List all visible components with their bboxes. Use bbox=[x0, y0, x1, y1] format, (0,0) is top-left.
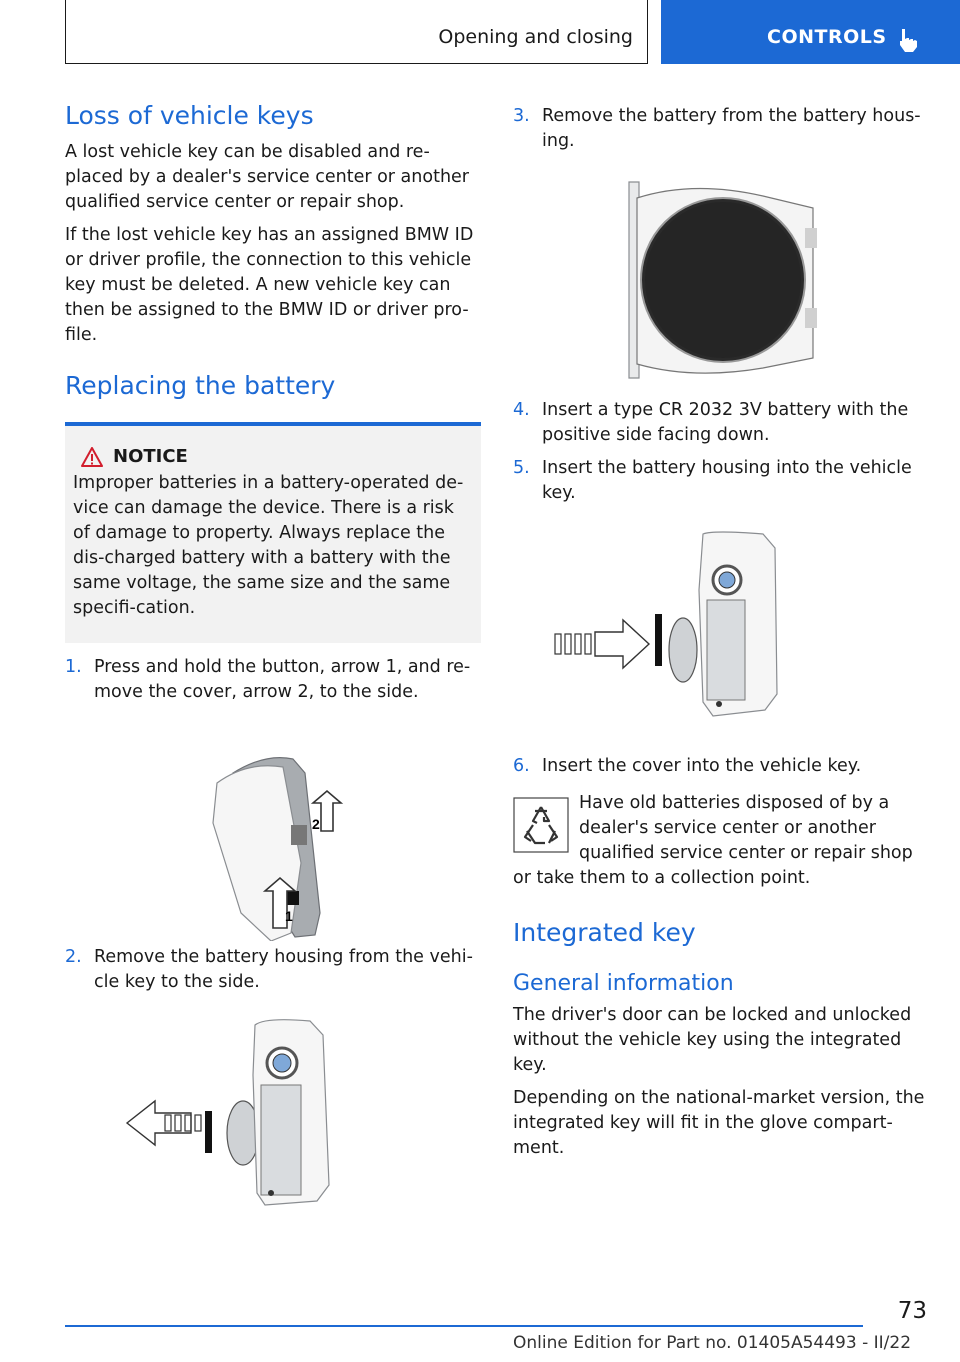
step-number: 5. bbox=[513, 458, 530, 478]
figure-battery-removal bbox=[513, 168, 928, 388]
arrow-2-label: 2 bbox=[312, 816, 320, 832]
recycle-text-tail: or take them to a collection point. bbox=[513, 868, 811, 888]
step-number: 6. bbox=[513, 756, 530, 776]
integrated-key-heading: Integrated key bbox=[513, 918, 696, 947]
page-number: 73 bbox=[897, 1298, 927, 1324]
arrow-1-label: 1 bbox=[285, 908, 293, 924]
step-5 bbox=[513, 456, 928, 506]
general-information-heading: General information bbox=[513, 971, 734, 996]
figure-insert-housing bbox=[513, 530, 928, 730]
header-section-title: Opening and closing bbox=[438, 26, 633, 48]
step-4 bbox=[513, 398, 928, 448]
step-number: 3. bbox=[513, 106, 530, 126]
right-column bbox=[513, 96, 928, 1161]
step-text: Press and hold the button, arrow 1, and re-move the cover, arrow 2, to the side. bbox=[94, 657, 471, 702]
figure-remove-cover bbox=[65, 713, 481, 941]
notice-header bbox=[73, 446, 473, 467]
step-text: Insert a type CR 2032 3V battery with the positive side facing down. bbox=[542, 400, 909, 445]
step-6 bbox=[513, 754, 928, 779]
general-paragraph-2: Depending on the national-market version, the integrated key will fit in the glove compart-ment. bbox=[513, 1088, 925, 1158]
footer-rule bbox=[65, 1325, 863, 1327]
step-text: Remove the battery from the battery hous-ing. bbox=[542, 106, 921, 151]
step-number: 2. bbox=[65, 947, 82, 967]
left-column bbox=[65, 96, 481, 1211]
step-text: Insert the battery housing into the vehicle key. bbox=[542, 458, 912, 503]
loss-of-keys-heading: Loss of vehicle keys bbox=[65, 101, 314, 130]
recycle-text: Have old batteries disposed of by a dealer's service center or another qualified service center or repair shop bbox=[579, 793, 913, 863]
notice-text: Improper batteries in a battery-operated de-vice can damage the device. There is a risk of damage to property. Always replace the dis-charged battery with a battery with the same voltage, the same size and the same specifi-cation. bbox=[73, 473, 464, 618]
footer-edition: Online Edition for Part no. 01405A54493 - II/22 bbox=[513, 1333, 912, 1353]
step-number: 1. bbox=[65, 657, 82, 677]
step-text: Insert the cover into the vehicle key. bbox=[542, 756, 862, 776]
warning-triangle-icon bbox=[81, 447, 103, 467]
replacing-battery-heading: Replacing the battery bbox=[65, 371, 336, 400]
notice-title: NOTICE bbox=[113, 446, 188, 467]
pointing-hand-icon bbox=[895, 27, 921, 53]
step-2 bbox=[65, 945, 481, 995]
step-3 bbox=[513, 104, 928, 154]
header-chapter-title: CONTROLS bbox=[767, 26, 887, 48]
recycle-note bbox=[513, 791, 928, 891]
step-text: Remove the battery housing from the vehi-cle key to the side. bbox=[94, 947, 473, 992]
loss-paragraph-1: A lost vehicle key can be disabled and re-placed by a dealer's service center or another qualified service center or repair shop. bbox=[65, 142, 469, 212]
general-paragraph-1: The driver's door can be locked and unlocked without the vehicle key using the integrated key. bbox=[513, 1005, 912, 1075]
figure-remove-housing bbox=[65, 1015, 481, 1211]
notice-box bbox=[65, 426, 481, 643]
loss-paragraph-2: If the lost vehicle key has an assigned BMW ID or driver profile, the connection to this vehicle key must be deleted. A new vehicle key can then be assigned to the BMW ID or driver pro-file. bbox=[65, 225, 474, 345]
step-number: 4. bbox=[513, 400, 530, 420]
step-1 bbox=[65, 655, 481, 705]
recycle-icon bbox=[513, 797, 569, 853]
header-section-tab bbox=[65, 0, 648, 64]
